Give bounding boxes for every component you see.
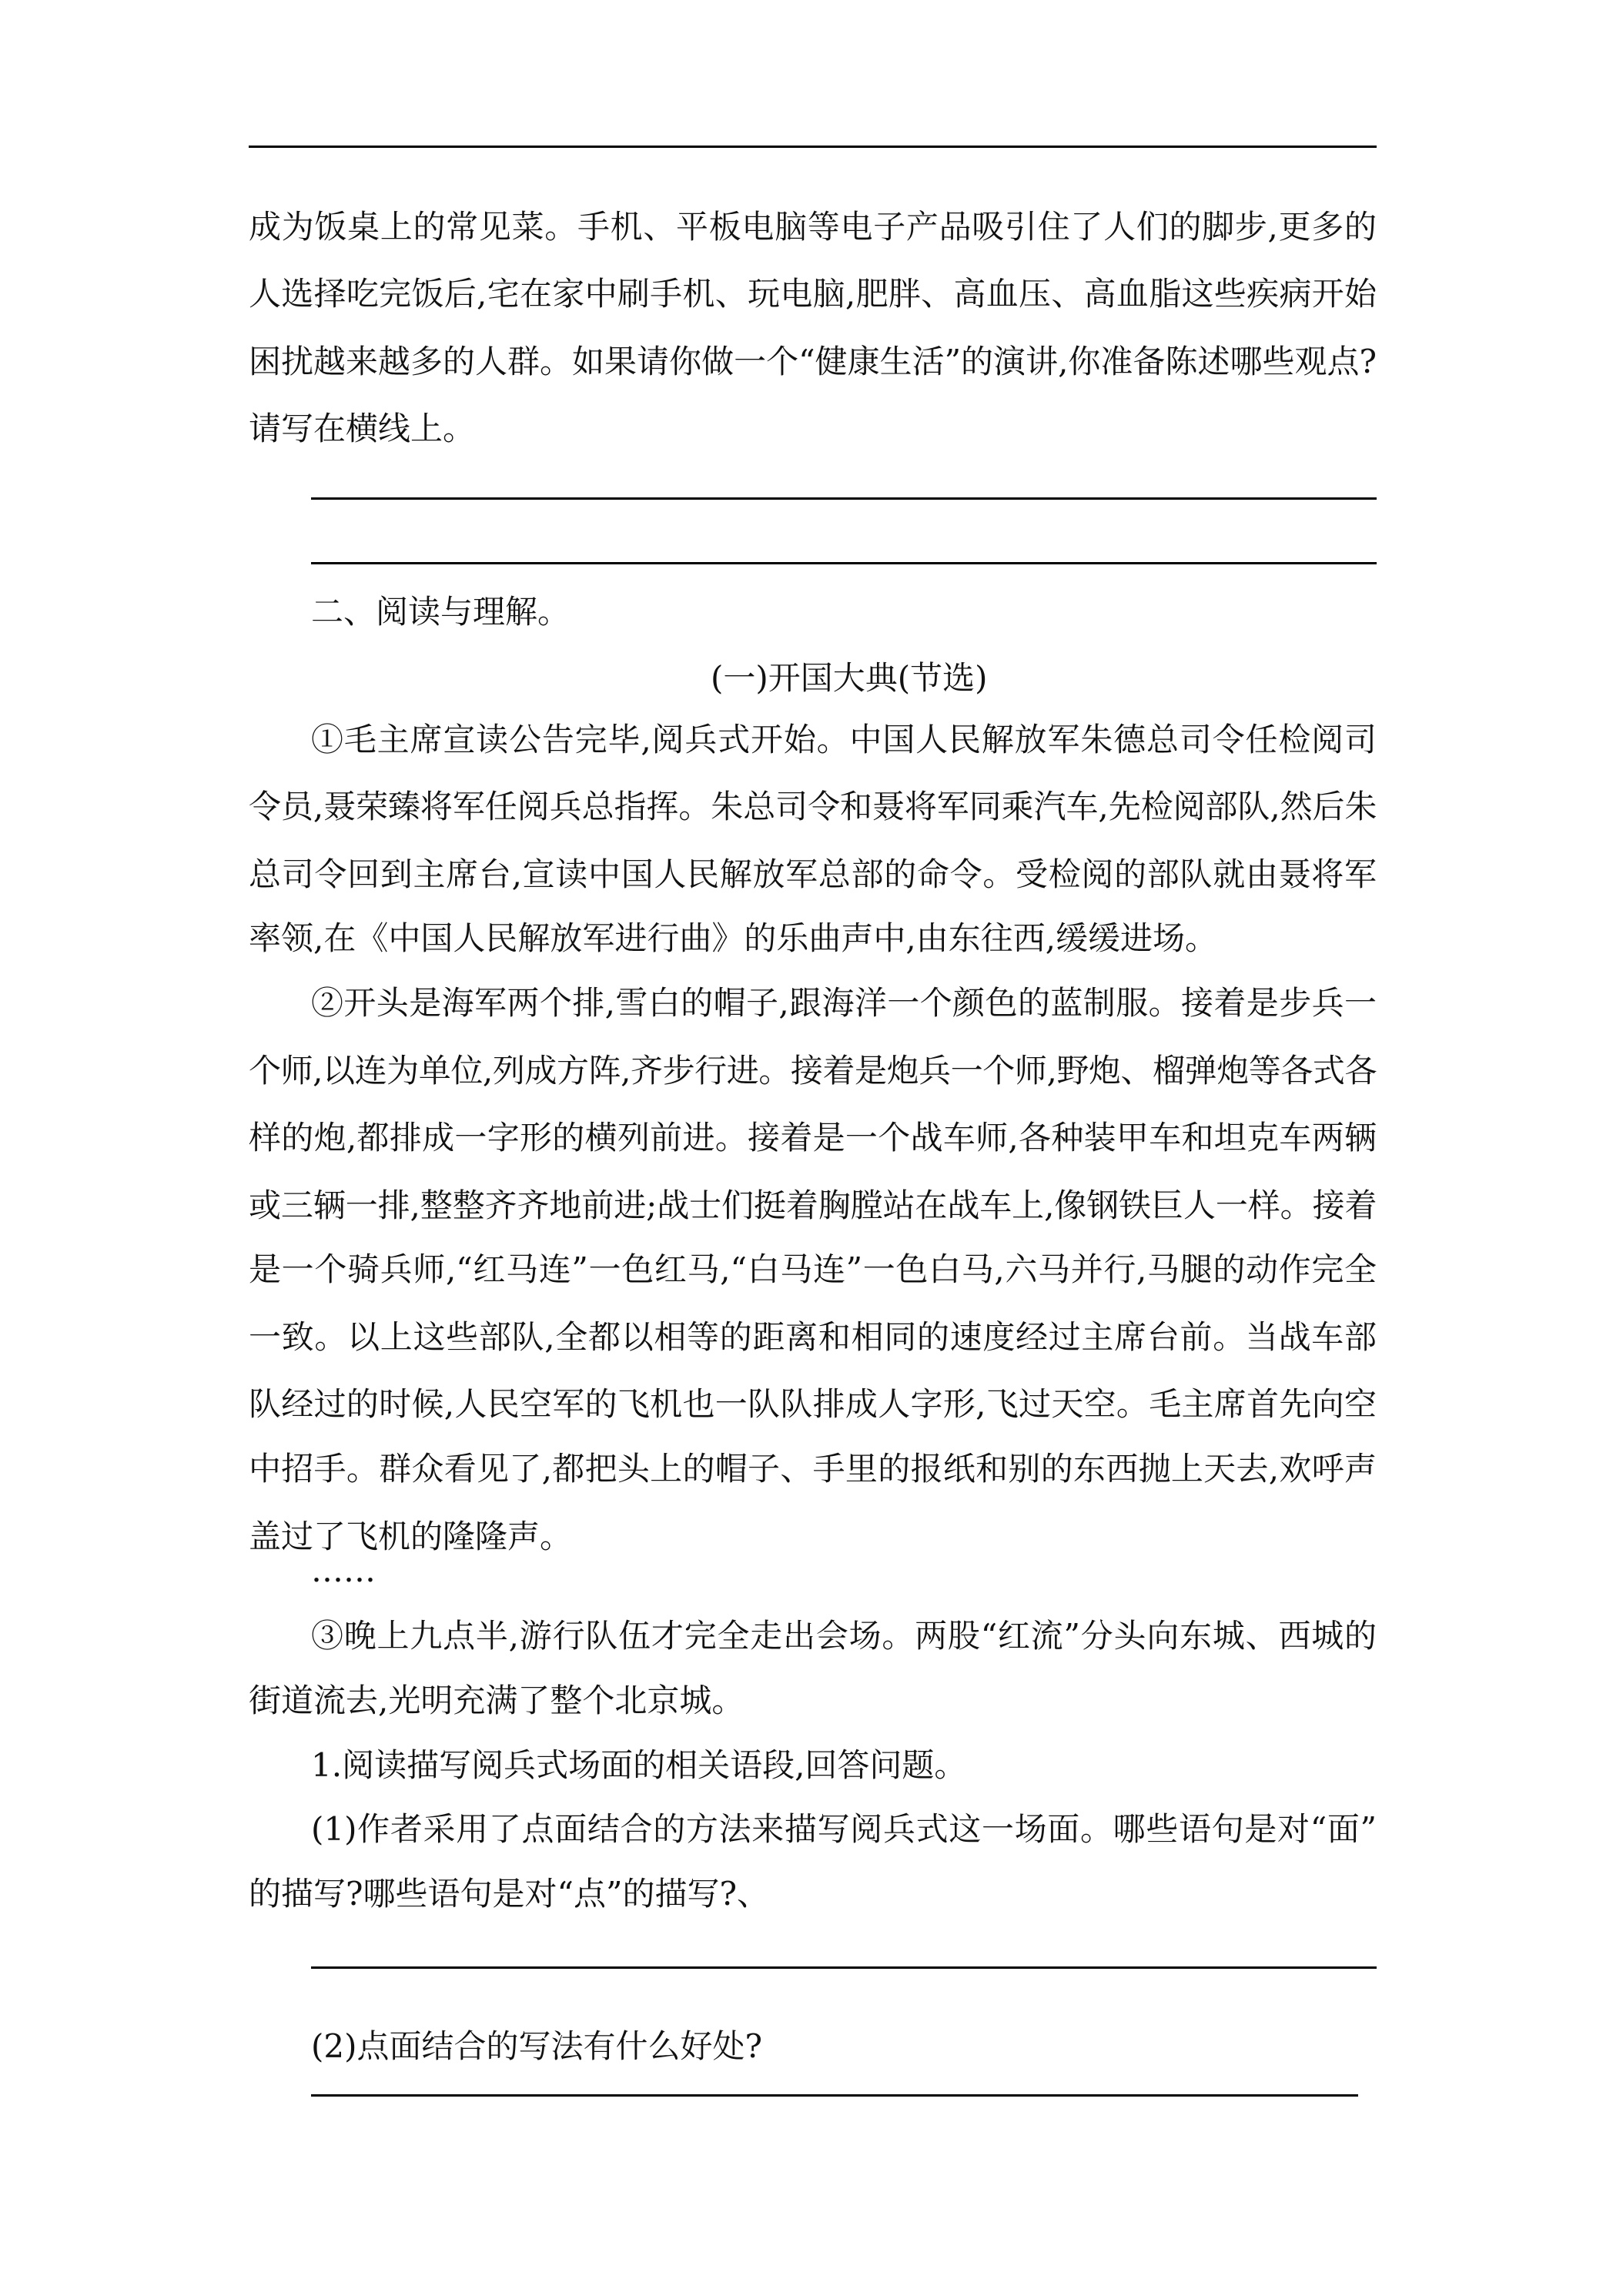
passage-line: ③晚上九点半,游行队伍才完全走出会场。两股“红流”分头向东城、西城的 bbox=[311, 1617, 1377, 1655]
passage-line: 队经过的时候,人民空军的飞机也一队队排成人字形,飞过天空。毛主席首先向空 bbox=[249, 1385, 1377, 1423]
passage-line: 或三辆一排,整整齐齐地前进;战士们挺着胸膛站在战车上,像钢铁巨人一样。接着 bbox=[249, 1186, 1377, 1224]
passage-line: 个师,以连为单位,列成方阵,齐步行进。接着是炮兵一个师,野炮、榴弹炮等各式各 bbox=[249, 1052, 1377, 1089]
passage-line: 令员,聂荣臻将军任阅兵总指挥。朱总司令和聂将军同乘汽车,先检阅部队,然后朱 bbox=[249, 788, 1377, 825]
answer-line bbox=[311, 562, 1377, 564]
question-1-2: (2)点面结合的写法有什么好处? bbox=[311, 2027, 763, 2065]
passage-ellipsis: …… bbox=[311, 1551, 376, 1589]
passage-line: ②开头是海军两个排,雪白的帽子,跟海洋一个颜色的蓝制服。接着是步兵一 bbox=[311, 984, 1377, 1022]
intro-line: 人选择吃完饭后,宅在家中刷手机、玩电脑,肥胖、高血压、高血脂这些疾病开始 bbox=[249, 275, 1377, 313]
question-1-1-line: 的描写?哪些语句是对“点”的描写?、 bbox=[249, 1875, 769, 1913]
passage-line: 街道流去,光明充满了整个北京城。 bbox=[249, 1682, 745, 1719]
answer-line bbox=[311, 1966, 1377, 1969]
passage-title: (一)开国大典(节选) bbox=[711, 659, 988, 697]
passage-line: 一致。以上这些部队,全都以相等的距离和相同的速度经过主席台前。当战车部 bbox=[249, 1318, 1377, 1356]
question-1: 1.阅读描写阅兵式场面的相关语段,回答问题。 bbox=[311, 1746, 967, 1784]
answer-line bbox=[311, 497, 1377, 500]
intro-line: 困扰越来越多的人群。如果请你做一个“健康生活”的演讲,你准备陈述哪些观点? bbox=[249, 343, 1377, 380]
intro-line: 成为饭桌上的常见菜。手机、平板电脑等电子产品吸引住了人们的脚步,更多的 bbox=[249, 208, 1377, 246]
question-1-1-line: (1)作者采用了点面结合的方法来描写阅兵式这一场面。哪些语句是对“面” bbox=[311, 1810, 1377, 1848]
answer-line bbox=[311, 2094, 1358, 2097]
intro-line: 请写在横线上。 bbox=[249, 410, 476, 447]
passage-line: 中招手。群众看见了,都把头上的帽子、手里的报纸和别的东西抛上天去,欢呼声 bbox=[249, 1450, 1377, 1488]
passage-line: 样的炮,都排成一字形的横列前进。接着是一个战车师,各种装甲车和坦克车两辆 bbox=[249, 1119, 1377, 1156]
section-heading: 二、阅读与理解。 bbox=[311, 593, 571, 631]
passage-line: 盖过了飞机的隆隆声。 bbox=[249, 1518, 573, 1555]
passage-line: 率领,在《中国人民解放军进行曲》的乐曲声中,由东往西,缓缓进场。 bbox=[249, 919, 1218, 957]
header-rule bbox=[249, 146, 1377, 148]
passage-line: 总司令回到主席台,宣读中国人民解放军总部的命令。受检阅的部队就由聂将军 bbox=[249, 855, 1377, 893]
passage-line: 是一个骑兵师,“红马连”一色红马,“白马连”一色白马,六马并行,马腿的动作完全 bbox=[249, 1250, 1377, 1288]
passage-line: ①毛主席宣读公告完毕,阅兵式开始。中国人民解放军朱德总司令任检阅司 bbox=[311, 721, 1377, 758]
